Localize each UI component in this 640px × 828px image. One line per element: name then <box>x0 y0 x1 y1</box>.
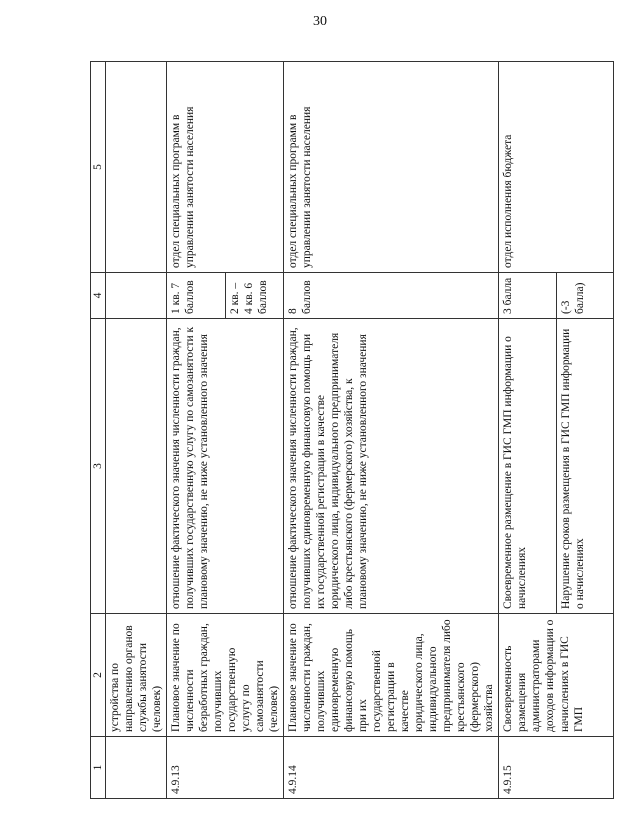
indicator-name: Плановое значение по численности граждан, получивших единовременную финансовую помощь при их государственной регистрации в качестве юридического лица, индивидуального предпринимателя либо крестьянского (фермерского) хозяйства <box>284 614 499 737</box>
col-header-4: 4 <box>91 273 106 319</box>
col-header-5: 5 <box>91 62 106 273</box>
criteria-cell <box>499 319 614 614</box>
criteria-text: Своевременное размещение в ГИС ГМП информации о начислениях <box>502 336 529 609</box>
points-cell <box>167 273 284 319</box>
points-value: 3 балла <box>502 277 515 314</box>
page-number: 30 <box>313 14 327 29</box>
table-row <box>499 62 614 799</box>
points-cell <box>106 273 167 319</box>
executor-cell: отдел специальных программ в управлении занятости населения <box>167 62 284 273</box>
points-value: 1 кв. 7 баллов <box>170 280 197 314</box>
rotated-table-wrapper <box>90 62 586 799</box>
col-header-2: 2 <box>91 614 106 737</box>
points-value: 2 кв. – 4 кв. 6 баллов <box>225 273 284 318</box>
row-number: 4.9.14 <box>284 737 499 799</box>
executor-cell: отдел исполнения бюджета <box>499 62 614 273</box>
criteria-text: Нарушение сроков размещения в ГИС ГМП информации о начислениях <box>556 319 614 613</box>
row-number: 4.9.15 <box>499 737 614 799</box>
points-cell <box>499 273 614 319</box>
header-row <box>91 62 106 799</box>
table-row <box>106 62 167 799</box>
col-header-1: 1 <box>91 737 106 799</box>
indicator-name: Плановое значение по численности безработных граждан, получивших государственную услугу по самозанятости (человек) <box>167 614 284 737</box>
indicator-name: Своевременность размещения администраторами доходов информации о начислениях в ГИС ГМП <box>499 614 614 737</box>
points-value: (-3 балла) <box>556 273 614 318</box>
criteria-table <box>90 61 614 799</box>
executor-cell <box>106 62 167 273</box>
executor-cell: отдел специальных программ в управлении занятости населения <box>284 62 499 273</box>
row-number <box>106 737 167 799</box>
row-number: 4.9.13 <box>167 737 284 799</box>
table-row <box>284 62 499 799</box>
criteria-cell <box>106 319 167 614</box>
table-row <box>167 62 284 799</box>
criteria-cell: отношение фактического значения численности граждан, получивших государственную услугу по самозанятости к плановому значению, не ниже установленного значения <box>167 319 284 614</box>
continuation-text: устройства по направлению органов службы занятости (человек) <box>106 614 167 737</box>
points-cell: 8 баллов <box>284 273 499 319</box>
criteria-cell: отношение фактического значения численности граждан, получивших единовременную финансовую помощь при их государственной регистрации в качестве юридического лица, индивидуального предпринимателя либо крестьянского (фермерского) хозяйства, к плановому значению, не ниже установленного значения <box>284 319 499 614</box>
col-header-3: 3 <box>91 319 106 614</box>
